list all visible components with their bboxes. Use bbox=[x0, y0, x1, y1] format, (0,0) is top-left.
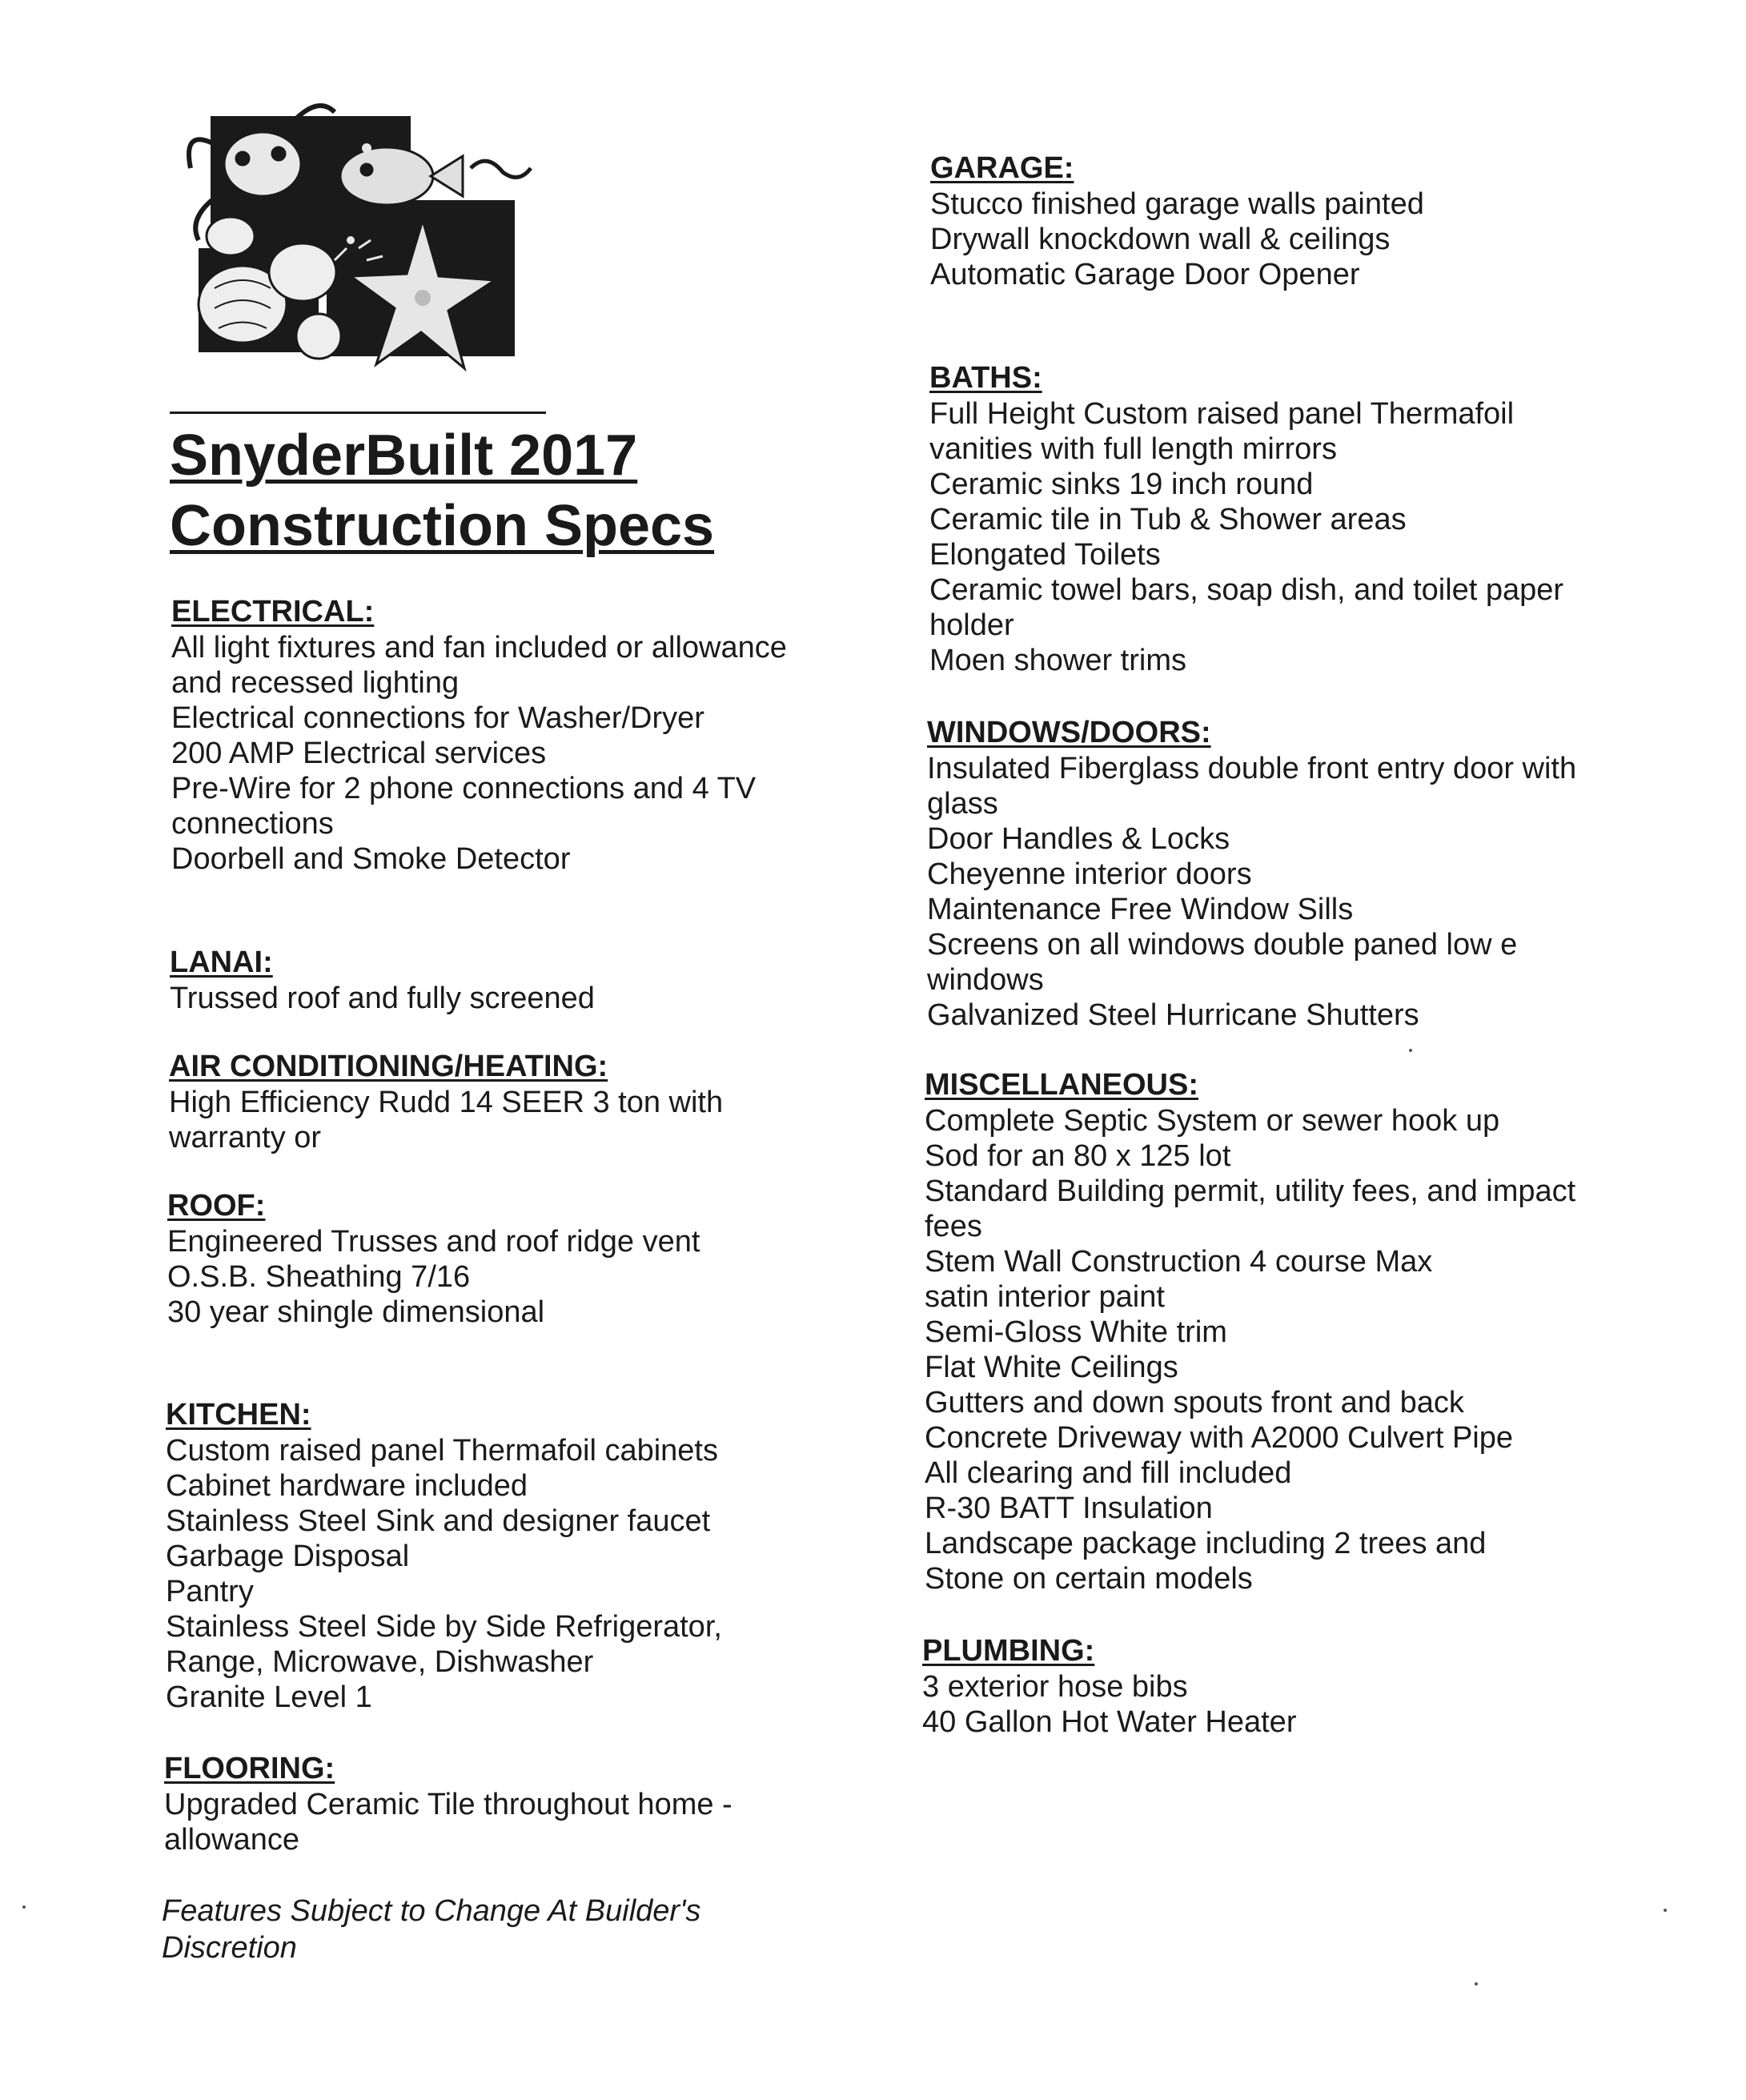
section-heading: AIR CONDITIONING/HEATING: bbox=[169, 1050, 608, 1083]
spec-item: Stucco finished garage walls painted bbox=[930, 187, 1424, 221]
spec-item: and recessed lighting bbox=[171, 666, 460, 700]
section-heading: MISCELLANEOUS: bbox=[925, 1068, 1198, 1102]
spec-item: Gutters and down spouts front and back bbox=[925, 1386, 1464, 1419]
section-roof bbox=[167, 1188, 872, 1330]
spec-item: All clearing and fill included bbox=[925, 1456, 1292, 1490]
section-heading: LANAI: bbox=[170, 946, 273, 979]
section-heading: BATHS: bbox=[929, 361, 1042, 395]
section-plumbing bbox=[922, 1633, 1627, 1740]
spec-item: Doorbell and Smoke Detector bbox=[171, 842, 571, 876]
spec-item: Stainless Steel Sink and designer faucet bbox=[166, 1504, 711, 1538]
title-line-1: SnyderBuilt 2017 bbox=[170, 424, 638, 488]
spec-item: Automatic Garage Door Opener bbox=[930, 258, 1360, 291]
spec-item: Garbage Disposal bbox=[166, 1540, 410, 1573]
spec-item: 200 AMP Electrical services bbox=[171, 737, 547, 770]
spec-item: Electrical connections for Washer/Dryer bbox=[171, 701, 704, 735]
scan-speck bbox=[1475, 1982, 1478, 1986]
spec-item: Upgraded Ceramic Tile throughout home - bbox=[164, 1788, 733, 1821]
section-garage bbox=[930, 151, 1635, 292]
spec-item: windows bbox=[927, 963, 1044, 997]
spec-item: Custom raised panel Thermafoil cabinets bbox=[166, 1434, 718, 1468]
spec-item: glass bbox=[927, 787, 998, 821]
spec-item: Screens on all windows double paned low e bbox=[927, 928, 1518, 962]
spec-item: All light fixtures and fan included or allowance bbox=[171, 631, 787, 665]
section-lanai bbox=[170, 945, 874, 1016]
spec-item: Concrete Driveway with A2000 Culvert Pipe bbox=[925, 1421, 1514, 1455]
section-air-conditioning bbox=[169, 1049, 873, 1155]
spec-item: Door Handles & Locks bbox=[927, 822, 1230, 856]
section-heading: ROOF: bbox=[167, 1189, 266, 1223]
spec-item: 3 exterior hose bibs bbox=[922, 1670, 1188, 1704]
scan-speck bbox=[1409, 1049, 1412, 1052]
spec-item: O.S.B. Sheathing 7/16 bbox=[167, 1260, 471, 1294]
spec-item: Ceramic tile in Tub & Shower areas bbox=[929, 503, 1407, 536]
spec-item: Engineered Trusses and roof ridge vent bbox=[167, 1225, 700, 1259]
spec-item: vanities with full length mirrors bbox=[929, 432, 1337, 466]
spec-item: Cabinet hardware included bbox=[166, 1469, 528, 1503]
spec-item: Range, Microwave, Dishwasher bbox=[166, 1645, 594, 1679]
spec-item: Drywall knockdown wall & ceilings bbox=[930, 223, 1391, 256]
spec-item: Stem Wall Construction 4 course Max bbox=[925, 1245, 1433, 1279]
scan-speck bbox=[1664, 1909, 1667, 1912]
section-heading: FLOORING: bbox=[164, 1752, 335, 1785]
spec-item: connections bbox=[171, 807, 334, 841]
spec-item: Granite Level 1 bbox=[166, 1680, 372, 1714]
spec-item: Maintenance Free Window Sills bbox=[927, 893, 1354, 926]
spec-item: warranty or bbox=[169, 1121, 322, 1154]
spec-item: Full Height Custom raised panel Thermafoil bbox=[929, 397, 1515, 431]
spec-item: Galvanized Steel Hurricane Shutters bbox=[927, 998, 1419, 1032]
scan-speck bbox=[22, 1905, 26, 1909]
spec-item: satin interior paint bbox=[925, 1280, 1165, 1314]
spec-item: 40 Gallon Hot Water Heater bbox=[922, 1705, 1297, 1739]
title-rule bbox=[170, 412, 546, 414]
spec-item: High Efficiency Rudd 14 SEER 3 ton with bbox=[169, 1086, 724, 1119]
spec-item: Insulated Fiberglass double front entry door with bbox=[927, 752, 1577, 785]
sea-life-logo bbox=[167, 88, 535, 408]
section-heading: KITCHEN: bbox=[166, 1398, 311, 1431]
spec-item: allowance bbox=[164, 1823, 299, 1857]
spec-item: Ceramic towel bars, soap dish, and toilet paper bbox=[929, 573, 1564, 607]
page-title bbox=[170, 420, 714, 561]
spec-item: Landscape package including 2 trees and bbox=[925, 1527, 1487, 1560]
section-heading: WINDOWS/DOORS: bbox=[927, 716, 1211, 749]
spec-item: Ceramic sinks 19 inch round bbox=[929, 468, 1314, 501]
spec-item: Flat White Ceilings bbox=[925, 1351, 1178, 1384]
spec-item: Standard Building permit, utility fees, and impact bbox=[925, 1174, 1576, 1208]
section-flooring bbox=[164, 1751, 869, 1857]
spec-item: Elongated Toilets bbox=[929, 538, 1161, 572]
title-line-2: Construction Specs bbox=[170, 494, 715, 558]
section-windows-doors bbox=[927, 715, 1632, 1033]
spec-item: Cheyenne interior doors bbox=[927, 857, 1252, 891]
spec-item: Pre-Wire for 2 phone connections and 4 TV bbox=[171, 772, 757, 805]
section-heading: PLUMBING: bbox=[922, 1634, 1095, 1668]
spec-item: Stainless Steel Side by Side Refrigerator, bbox=[166, 1610, 722, 1644]
spec-item: R-30 BATT Insulation bbox=[925, 1492, 1213, 1525]
spec-item: Stone on certain models bbox=[925, 1562, 1253, 1596]
spec-item: Moen shower trims bbox=[929, 644, 1186, 677]
section-electrical bbox=[171, 594, 876, 877]
spec-item: Pantry bbox=[166, 1575, 254, 1608]
spec-item: Sod for an 80 x 125 lot bbox=[925, 1139, 1231, 1173]
section-heading: GARAGE: bbox=[930, 151, 1074, 185]
section-baths bbox=[929, 360, 1634, 678]
section-heading: ELECTRICAL: bbox=[171, 595, 375, 628]
spec-item: fees bbox=[925, 1210, 982, 1243]
spec-item: Trussed roof and fully screened bbox=[170, 982, 595, 1015]
section-miscellaneous bbox=[925, 1067, 1629, 1596]
spec-item: Complete Septic System or sewer hook up bbox=[925, 1104, 1500, 1138]
spec-item: Semi-Gloss White trim bbox=[925, 1315, 1227, 1349]
disclaimer-note: Features Subject to Change At Builder's Discretion bbox=[162, 1894, 701, 1965]
spec-item: holder bbox=[929, 608, 1014, 642]
spec-item: 30 year shingle dimensional bbox=[167, 1295, 545, 1329]
section-kitchen bbox=[166, 1397, 870, 1715]
